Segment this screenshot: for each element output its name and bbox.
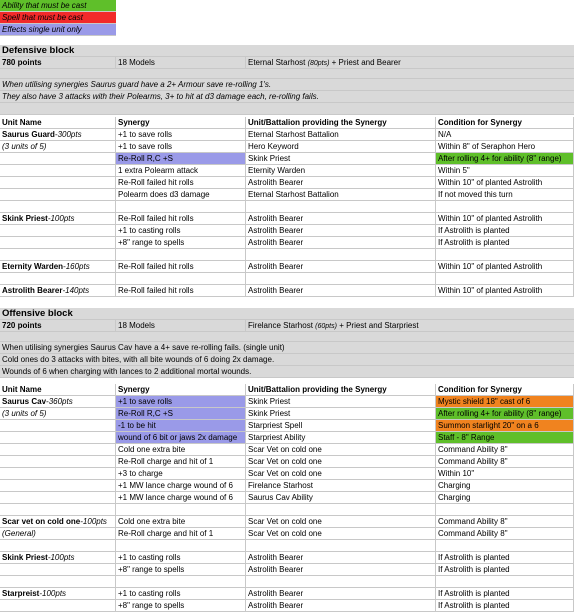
- header-unit-name: Unit Name: [0, 117, 116, 128]
- condition-cell: Within 10" of planted Astrolith: [436, 177, 574, 188]
- header-synergy: Synergy: [116, 117, 246, 128]
- table-row: [0, 564, 574, 576]
- empty-cell: [246, 576, 436, 587]
- unit-name-cell: [0, 396, 116, 407]
- offensive-note-2-row: [0, 354, 574, 366]
- provider-cell: Skink Priest: [246, 408, 436, 419]
- empty-cell: [436, 576, 574, 587]
- empty-cell: [246, 504, 436, 515]
- defensive-note-2-row: [0, 91, 574, 103]
- unit-name-cell: [0, 225, 116, 236]
- unit-name-cell: [0, 153, 116, 164]
- empty-cell: [0, 540, 116, 551]
- unit-points: -160pts: [63, 262, 90, 271]
- condition-cell: Mystic shield 18" cast of 6: [436, 396, 574, 407]
- offensive-note-3-row: [0, 366, 574, 378]
- provider-cell: Saurus Cav Ability: [246, 492, 436, 503]
- empty-cell: [436, 201, 574, 212]
- synergy-cell: +8" range to spells: [116, 564, 246, 575]
- synergy-cell: +1 to save rolls: [116, 129, 246, 140]
- offensive-models: 18 Models: [116, 320, 246, 331]
- unit-name-cell: [0, 456, 116, 467]
- defensive-host-extra: + Priest and Bearer: [331, 58, 401, 67]
- provider-cell: Firelance Starhost: [246, 480, 436, 491]
- unit-points: -360pts: [46, 397, 73, 406]
- table-row: [0, 480, 574, 492]
- condition-cell: Within 10" of planted Astrolith: [436, 213, 574, 224]
- unit-name-cell: (3 units of 5): [0, 408, 116, 419]
- provider-cell: Eternal Starhost Battalion: [246, 129, 436, 140]
- table-row: [0, 141, 574, 153]
- condition-cell: N/A: [436, 129, 574, 140]
- defensive-summary-row: [0, 57, 574, 69]
- unit-name: Saurus Guard: [2, 130, 55, 139]
- offensive-host-name: Firelance Starhost: [248, 321, 313, 330]
- table-row: [0, 528, 574, 540]
- condition-cell: Within 10": [436, 468, 574, 479]
- offensive-heading: Offensive block: [2, 308, 73, 319]
- condition-cell: Command Ability 8": [436, 516, 574, 527]
- empty-cell: [436, 540, 574, 551]
- provider-cell: Hero Keyword: [246, 141, 436, 152]
- synergy-cell: +1 MW lance charge wound of 6: [116, 492, 246, 503]
- empty-cell: [0, 504, 116, 515]
- table-row: [0, 129, 574, 141]
- empty-cell: [436, 249, 574, 260]
- provider-cell: Astrolith Bearer: [246, 588, 436, 599]
- unit-name: Skink Priest: [2, 553, 48, 562]
- unit-name-cell: [0, 552, 116, 563]
- provider-cell: Astrolith Bearer: [246, 177, 436, 188]
- empty-cell: [116, 249, 246, 260]
- provider-cell: Astrolith Bearer: [246, 261, 436, 272]
- unit-name-cell: [0, 468, 116, 479]
- table-row: [0, 225, 574, 237]
- unit-name-cell: [0, 177, 116, 188]
- spacer-row: [0, 540, 574, 552]
- table-row: [0, 444, 574, 456]
- synergy-cell: +3 to charge: [116, 468, 246, 479]
- synergy-cell: +1 to casting rolls: [116, 552, 246, 563]
- table-row: [0, 420, 574, 432]
- synergy-cell: wound of 6 bit or jaws 2x damage: [116, 432, 246, 443]
- empty-cell: [0, 273, 116, 284]
- provider-cell: Scar Vet on cold one: [246, 456, 436, 467]
- condition-cell: Within 10" of planted Astrolith: [436, 285, 574, 296]
- provider-cell: Astrolith Bearer: [246, 237, 436, 248]
- defensive-note-2: They also have 3 attacks with their Polearms, 3+ to hit at d3 damage each, re-rolling fails.: [2, 92, 319, 101]
- synergy-cell: +8" range to spells: [116, 237, 246, 248]
- empty-cell: [116, 201, 246, 212]
- synergy-cell: 1 extra Polearm attack: [116, 165, 246, 176]
- condition-cell: If Astrolith is planted: [436, 600, 574, 611]
- provider-cell: Starpriest Ability: [246, 432, 436, 443]
- unit-name: Astrolith Bearer: [2, 286, 63, 295]
- unit-points: -100pts: [80, 517, 107, 526]
- empty-cell: [0, 249, 116, 260]
- table-row: [0, 456, 574, 468]
- defensive-spacer-2: [0, 103, 574, 115]
- spacer-row: [0, 201, 574, 213]
- empty-cell: [436, 273, 574, 284]
- provider-cell: Astrolith Bearer: [246, 564, 436, 575]
- header-condition: Condition for Synergy: [436, 117, 574, 128]
- empty-cell: [116, 273, 246, 284]
- unit-points: -100pts: [39, 589, 67, 598]
- empty-cell: [116, 576, 246, 587]
- unit-name-cell: [0, 165, 116, 176]
- synergy-cell: Re-Roll charge and hit of 1: [116, 456, 246, 467]
- defensive-heading: Defensive block: [2, 45, 75, 56]
- spacer-row: [0, 273, 574, 285]
- unit-points: -100pts: [47, 553, 75, 562]
- condition-cell: Within 5": [436, 165, 574, 176]
- table-row: [0, 432, 574, 444]
- synergy-cell: Re-Roll R,C +S: [116, 153, 246, 164]
- condition-cell: Charging: [436, 480, 574, 491]
- condition-cell: Command Ability 8": [436, 456, 574, 467]
- table-row: [0, 396, 574, 408]
- spacer-row: [0, 504, 574, 516]
- offensive-note-1: When utilising synergies Saurus Cav have a 4+ save re-rolling fails. (single unit): [2, 343, 285, 352]
- unit-name-cell: [0, 432, 116, 443]
- empty-cell: [246, 540, 436, 551]
- condition-cell: After rolling 4+ for ability (8" range): [436, 408, 574, 419]
- unit-name-cell: [0, 237, 116, 248]
- empty-cell: [436, 504, 574, 515]
- legend-spell: Spell that must be cast: [0, 12, 116, 24]
- table-row: [0, 408, 574, 420]
- unit-points: -100pts: [47, 214, 75, 223]
- empty-cell: [246, 273, 436, 284]
- table-row: [0, 261, 574, 273]
- unit-name-cell: (3 units of 5): [0, 141, 116, 152]
- condition-cell: Command Ability 8": [436, 444, 574, 455]
- provider-cell: Astrolith Bearer: [246, 213, 436, 224]
- offensive-spacer: [0, 332, 574, 342]
- table-row: [0, 468, 574, 480]
- defensive-note-1: When utilising synergies Saurus guard have a 2+ Armour save re-rolling 1's.: [2, 80, 272, 89]
- table-row: [0, 588, 574, 600]
- header-provider: Unit/Battalion providing the Synergy: [246, 384, 436, 395]
- unit-name: Eternity Warden: [2, 262, 64, 271]
- synergy-cell: Re-Roll R,C +S: [116, 408, 246, 419]
- offensive-summary-row: [0, 320, 574, 332]
- offensive-host-extra: + Priest and Starpriest: [339, 321, 419, 330]
- header-synergy: Synergy: [116, 384, 246, 395]
- offensive-header-row: [0, 384, 574, 396]
- empty-cell: [0, 576, 116, 587]
- unit-name-cell: [0, 285, 116, 296]
- offensive-host: [246, 320, 574, 331]
- synergy-cell: Re-Roll charge and hit of 1: [116, 528, 246, 539]
- provider-cell: Astrolith Bearer: [246, 225, 436, 236]
- unit-name: Skink Priest: [2, 214, 48, 223]
- table-row: [0, 600, 574, 612]
- unit-name-cell: [0, 492, 116, 503]
- defensive-host-name: Eternal Starhost: [248, 58, 306, 67]
- table-row: [0, 285, 574, 297]
- provider-cell: Eternity Warden: [246, 165, 436, 176]
- provider-cell: Astrolith Bearer: [246, 600, 436, 611]
- synergy-cell: Re-Roll failed hit rolls: [116, 285, 246, 296]
- table-row: [0, 189, 574, 201]
- provider-cell: Scar Vet on cold one: [246, 528, 436, 539]
- defensive-host-cost: (80pts): [307, 60, 330, 67]
- defensive-models: 18 Models: [116, 57, 246, 68]
- unit-name-cell: [0, 420, 116, 431]
- defensive-header-row: [0, 117, 574, 129]
- condition-cell: After rolling 4+ for ability (8" range): [436, 153, 574, 164]
- table-row: [0, 516, 574, 528]
- table-row: [0, 237, 574, 249]
- provider-cell: Astrolith Bearer: [246, 285, 436, 296]
- offensive-heading-row: [0, 308, 574, 320]
- empty-cell: [246, 249, 436, 260]
- table-row: [0, 177, 574, 189]
- provider-cell: Astrolith Bearer: [246, 552, 436, 563]
- synergy-cell: Re-Roll failed hit rolls: [116, 177, 246, 188]
- empty-cell: [246, 201, 436, 212]
- defensive-note-1-row: [0, 79, 574, 91]
- provider-cell: Scar Vet on cold one: [246, 516, 436, 527]
- unit-name-cell: [0, 213, 116, 224]
- offensive-points: 720 points: [0, 320, 116, 331]
- offensive-note-2: Cold ones do 3 attacks with bites, with all bite wounds of 6 doing 2x damage.: [2, 355, 275, 364]
- condition-cell: Summon starlight 20" on a 6: [436, 420, 574, 431]
- empty-cell: [116, 504, 246, 515]
- synergy-cell: +1 MW lance charge wound of 6: [116, 480, 246, 491]
- unit-name: Scar vet on cold one: [2, 517, 81, 526]
- legend-single-unit: Effects single unit only: [0, 24, 116, 36]
- empty-cell: [116, 540, 246, 551]
- header-unit-name: Unit Name: [0, 384, 116, 395]
- table-row: [0, 492, 574, 504]
- header-condition: Condition for Synergy: [436, 384, 574, 395]
- provider-cell: Scar Vet on cold one: [246, 468, 436, 479]
- condition-cell: Staff - 8" Range: [436, 432, 574, 443]
- spacer-row: [0, 576, 574, 588]
- unit-name-cell: [0, 600, 116, 611]
- unit-points: -300pts: [54, 130, 82, 139]
- provider-cell: Skink Priest: [246, 396, 436, 407]
- synergy-cell: +1 to casting rolls: [116, 225, 246, 236]
- unit-name-cell: [0, 189, 116, 200]
- synergy-cell: Polearm does d3 damage: [116, 189, 246, 200]
- provider-cell: Starpriest Spell: [246, 420, 436, 431]
- unit-name-cell: [0, 516, 116, 527]
- condition-cell: Within 10" of planted Astrolith: [436, 261, 574, 272]
- unit-name-cell: [0, 564, 116, 575]
- table-row: [0, 165, 574, 177]
- condition-cell: If Astrolith is planted: [436, 552, 574, 563]
- header-provider: Unit/Battalion providing the Synergy: [246, 117, 436, 128]
- unit-name-cell: [0, 129, 116, 140]
- defensive-points: 780 points: [0, 57, 116, 68]
- provider-cell: Scar Vet on cold one: [246, 444, 436, 455]
- synergy-cell: +1 to save rolls: [116, 396, 246, 407]
- synergy-cell: -1 to be hit: [116, 420, 246, 431]
- condition-cell: If Astrolith is planted: [436, 225, 574, 236]
- unit-name: Starpreist: [2, 589, 40, 598]
- synergy-cell: Cold one extra bite: [116, 444, 246, 455]
- condition-cell: If Astrolith is planted: [436, 237, 574, 248]
- table-row: [0, 213, 574, 225]
- defensive-spacer: [0, 69, 574, 79]
- offensive-note-1-row: [0, 342, 574, 354]
- legend-ability: Ability that must be cast: [0, 0, 116, 12]
- unit-points: -140pts: [62, 286, 90, 295]
- condition-cell: Command Ability 8": [436, 528, 574, 539]
- unit-name-cell: [0, 261, 116, 272]
- synergy-cell: Re-Roll failed hit rolls: [116, 261, 246, 272]
- unit-name: Saurus Cav: [2, 397, 47, 406]
- offensive-host-cost: (60pts): [315, 323, 337, 330]
- condition-cell: Within 8" of Seraphon Hero: [436, 141, 574, 152]
- synergy-cell: Cold one extra bite: [116, 516, 246, 527]
- condition-cell: If Astrolith is planted: [436, 564, 574, 575]
- synergy-cell: +1 to casting rolls: [116, 588, 246, 599]
- condition-cell: Charging: [436, 492, 574, 503]
- condition-cell: If Astrolith is planted: [436, 588, 574, 599]
- condition-cell: If not moved this turn: [436, 189, 574, 200]
- empty-cell: [0, 201, 116, 212]
- unit-name-cell: [0, 588, 116, 599]
- synergy-cell: +1 to save rolls: [116, 141, 246, 152]
- provider-cell: Eternal Starhost Battalion: [246, 189, 436, 200]
- unit-name-cell: (General): [0, 528, 116, 539]
- table-row: [0, 153, 574, 165]
- synergy-cell: Re-Roll failed hit rolls: [116, 213, 246, 224]
- table-row: [0, 552, 574, 564]
- synergy-cell: +8" range to spells: [116, 600, 246, 611]
- spacer-row: [0, 249, 574, 261]
- defensive-heading-row: [0, 45, 574, 57]
- defensive-host: [246, 57, 574, 68]
- offensive-note-3: Wounds of 6 when charging with lances to 2 additional mortal wounds.: [2, 367, 252, 376]
- unit-name-cell: [0, 480, 116, 491]
- unit-name-cell: [0, 444, 116, 455]
- provider-cell: Skink Priest: [246, 153, 436, 164]
